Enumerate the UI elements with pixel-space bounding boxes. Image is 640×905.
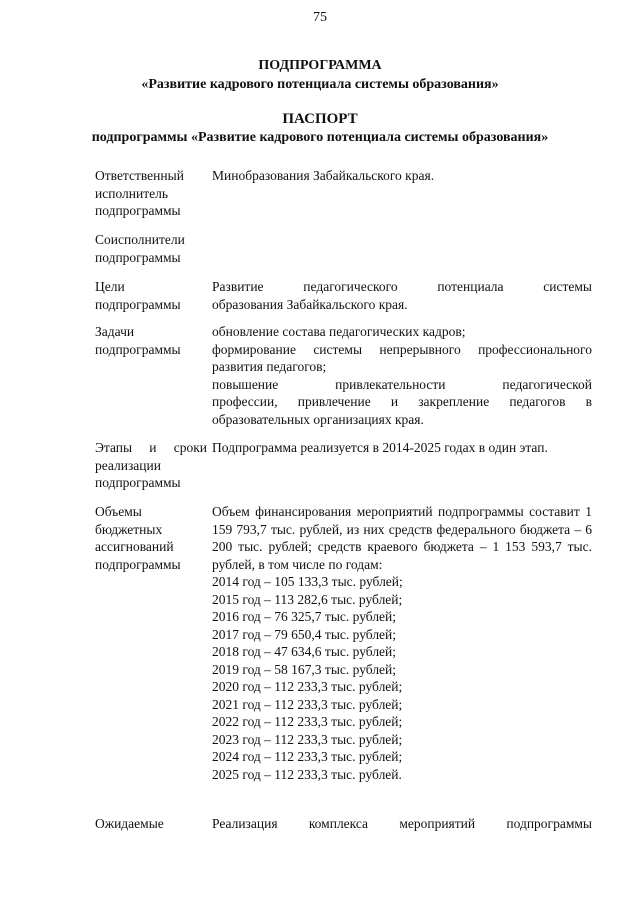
budget-year-item: 2019 год – 58 167,3 тыс. рублей; [212, 661, 397, 677]
page-number: 75 [313, 10, 327, 25]
task-item: повышение привлекательности педагогической [212, 376, 592, 392]
goals-label: Цели подпрограммы [95, 279, 181, 312]
goals-value-line: образования Забайкальского края. [212, 296, 408, 312]
tasks-label: Задачи подпрограммы [95, 324, 181, 357]
subprogram-name: «Развитие кадрового потенциала системы образования» [141, 77, 499, 92]
budget-year-item: 2017 год – 79 650,4 тыс. рублей; [212, 626, 397, 642]
tasks-value [212, 323, 592, 428]
budget-years-list [212, 573, 592, 783]
budget-year-item: 2021 год – 112 233,3 тыс. рублей; [212, 696, 403, 712]
goals-value [212, 278, 592, 313]
stages-label [95, 439, 207, 492]
passport-heading: ПАСПОРТ [282, 111, 358, 127]
budget-year-item: 2015 год – 113 282,6 тыс. рублей; [212, 591, 403, 607]
budget-value [212, 503, 592, 783]
expected-label: Ожидаемые [95, 816, 164, 831]
goals-value-line: Развитие педагогического потенциала системы [212, 279, 592, 294]
task-item: обновление состава педагогических кадров; [212, 324, 466, 339]
coexecutors-label: Соисполнители подпрограммы [95, 232, 185, 265]
budget-year-item: 2018 год – 47 634,6 тыс. рублей; [212, 644, 397, 659]
expected-value: Реализация комплекса мероприятий подпрограммы [212, 816, 592, 831]
task-item: формирование системы непрерывного профессионального [212, 341, 592, 357]
responsible-value: Минобразования Забайкальского края. [212, 168, 435, 183]
budget-year-item: 2016 год – 76 325,7 тыс. рублей; [212, 609, 397, 624]
stages-value: Подпрограмма реализуется в 2014-2025 годах в один этап. [212, 440, 548, 455]
budget-year-item: 2024 год – 112 233,3 тыс. рублей; [212, 749, 403, 764]
stages-label-line: Этапы и сроки [95, 440, 207, 455]
task-item: профессии, привлечение и закрепление педагогов в [212, 394, 592, 409]
task-item: образовательных организациях края. [212, 411, 424, 427]
budget-year-item: 2023 год – 112 233,3 тыс. рублей; [212, 731, 403, 747]
budget-year-item: 2022 год – 112 233,3 тыс. рублей; [212, 714, 403, 729]
budget-label: Объемы бюджетных ассигнований подпрограммы [95, 504, 181, 572]
task-item: развития педагогов; [212, 359, 327, 374]
budget-year-item: 2014 год – 105 133,3 тыс. рублей; [212, 574, 403, 589]
responsible-label: Ответственный исполнитель подпрограммы [95, 168, 184, 218]
passport-subtitle: подпрограммы «Развитие кадрового потенциала системы образования» [91, 130, 549, 145]
budget-year-item: 2020 год – 112 233,3 тыс. рублей; [212, 679, 403, 694]
budget-year-item: 2025 год – 112 233,3 тыс. рублей. [212, 766, 402, 782]
subprogram-heading: ПОДПРОГРАММА [258, 58, 382, 73]
budget-intro: Объем финансирования мероприятий подпрограммы составит 1 159 793,7 тыс. рублей, из них средств федерального бюджета – 6 200 тыс. рублей; средств краевого бюджета – 1 153 593,7 тыс. рублей, в том числе по годам: [212, 504, 592, 572]
stages-label-line: реализации подпрограммы [95, 457, 181, 490]
